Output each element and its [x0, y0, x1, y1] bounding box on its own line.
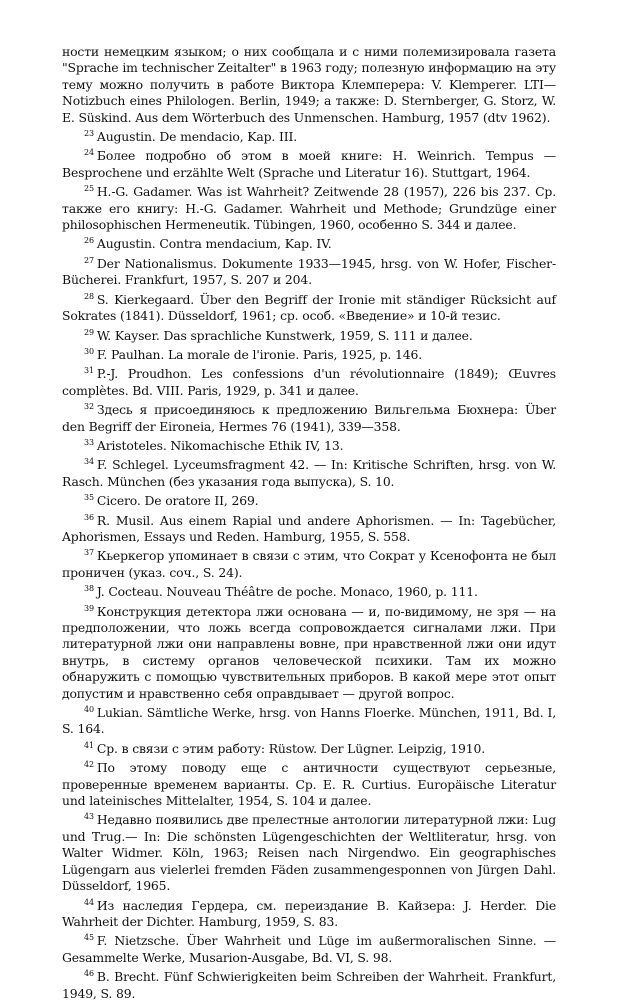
footnote-text: Конструкция детектора лжи основана — и, по-видимому, не зря — на предположении, что ложь всегда сопровождается сигналами лжи. При литературной лжи они направлены вовне, при нравственной лжи они идут внутрь, в систему органов человеческой психики. Там их можно обнаружить с помощью чувствительных приборов. В какой мере этот опыт допустим и нравственно себя оправдывает — другой вопрос. — [62, 603, 556, 701]
footnote-number: 35 — [84, 493, 94, 503]
footnote-33 — [62, 435, 556, 454]
footnote-45 — [62, 930, 556, 966]
footnote-number: 33 — [84, 437, 94, 447]
footnote-35 — [62, 490, 556, 509]
footnote-text: Aristoteles. Nikomachische Ethik IV, 13. — [96, 437, 344, 453]
footnote-number: 34 — [84, 457, 94, 467]
footnote-34 — [62, 454, 556, 490]
footnote-37 — [62, 545, 556, 581]
footnote-text: F. Paulhan. La morale de l'ironie. Paris, 1925, p. 146. — [96, 346, 422, 362]
footnote-32 — [62, 399, 556, 435]
footnote-24 — [62, 145, 556, 181]
footnote-text: W. Kayser. Das sprachliche Kunstwerk, 1959, S. 111 и далее. — [96, 327, 473, 343]
footnote-text: По этому поводу еще с античности существуют серьезные, проверенные временем варианты. Ср. E. R. Curtius. Europäische Literatur und lateinisches Mittelalter, 1954, S. 104 и далее. — [62, 760, 556, 809]
footnote-number: 24 — [84, 148, 94, 158]
footnote-number: 41 — [84, 740, 94, 750]
footnotes — [62, 44, 556, 1002]
footnote-number: 27 — [84, 255, 94, 265]
footnote-text: F. Nietzsche. Über Wahrheit und Lüge im außermoralischen Sinne. — Gesammelte Werke, Musarion-Ausgabe, Bd. VI, S. 98. — [62, 933, 556, 965]
footnote-41 — [62, 738, 556, 757]
footnote-number: 43 — [84, 812, 94, 822]
footnote-text: B. Brecht. Fünf Schwierigkeiten beim Schreiben der Wahrheit. Frankfurt, 1949, S. 89. — [62, 969, 556, 1001]
footnote-number: 44 — [84, 897, 94, 907]
footnote-number: 31 — [84, 366, 94, 376]
footnote-40 — [62, 702, 556, 738]
footnote-text: Кьеркегор упоминает в связи с этим, что Сократ у Ксенофонта не был проничен (указ. соч., S. 24). — [62, 548, 556, 580]
footnote-number: 26 — [84, 236, 94, 246]
footnote-44 — [62, 895, 556, 931]
footnote-38 — [62, 581, 556, 600]
footnote-26 — [62, 233, 556, 252]
footnote-29 — [62, 325, 556, 344]
footnote-text: Lukian. Sämtliche Werke, hrsg. von Hanns Floerke. München, 1911, Bd. I, S. 164. — [62, 705, 556, 737]
footnote-number: 32 — [84, 402, 94, 412]
footnote-text: P.-J. Proudhon. Les confessions d'un révolutionnaire (1849); Œuvres complètes. Bd. VIII. Paris, 1929, p. 341 и далее. — [62, 366, 556, 398]
footnote-36 — [62, 510, 556, 546]
footnote-42 — [62, 757, 556, 809]
footnote-continuation: ности немецким языком; о них сообщала и с ними полемизировала газета "Sprache im technischer Zeitalter" в 1963 году; полезную информацию на эту тему можно получить в работе Виктора Клемперера: V. Klemperer. LTI— Notizbuch eines Philologen. Berlin, 1949; а также: D. Sternberger, G. Storz, W. E. Süskind. Aus dem Wörterbuch des Unmenschen. Hamburg, 1957 (dtv 1962). — [62, 44, 556, 125]
footnote-text: Der Nationalismus. Dokumente 1933—1945, hrsg. von W. Hofer, Fischer-Bücherei. Frankfurt, 1957, S. 207 и 204. — [62, 255, 556, 288]
footnote-number: 40 — [84, 705, 94, 715]
footnote-text: J. Cocteau. Nouveau Théâtre de poche. Monaco, 1960, p. 111. — [96, 584, 478, 600]
footnote-number: 46 — [84, 969, 94, 979]
footnote-number: 23 — [84, 129, 94, 139]
footnote-text: Здесь я присоединяюсь к предложению Вильгельма Бюхнера: Über den Begriff der Eironeia, Hermes 76 (1941), 339—358. — [62, 402, 556, 434]
footnote-number: 38 — [84, 584, 94, 594]
footnote-number: 28 — [84, 291, 94, 301]
footnote-number: 36 — [84, 512, 94, 522]
footnote-text: Ср. в связи с этим работу: Rüstow. Der Lügner. Leipzig, 1910. — [96, 740, 486, 756]
footnote-text: R. Musil. Aus einem Rapial und andere Aphorismen. — In: Tagebücher, Aphorismen, Essays und Reden. Hamburg, 1955, S. 558. — [62, 512, 556, 544]
footnote-27 — [62, 253, 556, 289]
footnote-number: 42 — [84, 760, 94, 770]
footnote-43 — [62, 809, 556, 894]
footnote-number: 37 — [84, 548, 94, 558]
footnote-28 — [62, 289, 556, 325]
footnote-text: S. Kierkegaard. Über den Begriff der Ironie mit ständiger Rücksicht auf Sokrates (1841). Düsseldorf, 1961; ср. особ. «Введение» и 10-й тезис. — [62, 291, 556, 324]
footnote-39 — [62, 601, 556, 702]
footnote-text: Augustin. De mendacio, Kap. III. — [96, 129, 297, 145]
footnote-text: Более подробно об этом в моей книге: H. Weinrich. Tempus — Besprochene und erzählte Welt (Sprache und Literatur 16). Stuttgart, 1964. — [62, 148, 556, 180]
footnote-text: Из наследия Гердера, см. переиздание В. Кайзера: J. Herder. Die Wahrheit der Dichter. Hamburg, 1959, S. 83. — [62, 897, 556, 929]
footnote-text: Недавно появились две прелестные антологии литературной лжи: Lug und Trug.— In: Die schönsten Lügengeschichten der Weltliteratur, hrsg. von Walter Widmer. Köln, 1963; Reisen nach Nirgendwo. Ein geographisches Lügengarn aus vielerlei fremden Fäden zusammengesponnen von Jürgen Dahl. Düsseldorf, 1965. — [62, 812, 556, 894]
footnote-number: 29 — [84, 327, 94, 337]
footnote-number: 45 — [84, 933, 94, 943]
footnote-text: F. Schlegel. Lyceumsfragment 42. — In: Kritische Schriften, hrsg. von W. Rasch. München (без указания года выпуска), S. 10. — [62, 457, 556, 489]
footnote-number: 30 — [84, 346, 94, 356]
footnote-text: Cicero. De oratore II, 269. — [96, 493, 259, 509]
footnote-number: 39 — [84, 603, 94, 613]
footnote-31 — [62, 363, 556, 399]
footnote-list — [62, 126, 556, 1002]
footnote-text: Augustin. Contra mendacium, Kap. IV. — [96, 236, 332, 252]
footnote-25 — [62, 181, 556, 233]
footnote-23 — [62, 126, 556, 145]
footnote-text: H.-G. Gadamer. Was ist Wahrheit? Zeitwende 28 (1957), 226 bis 237. Ср. также его книгу: H.-G. Gadamer. Wahrheit und Methode; Grundzüge einer philosophischen Hermeneutik. Tübingen, 1960, особенно S. 344 и далее. — [62, 184, 556, 233]
footnote-30 — [62, 344, 556, 363]
footnote-number: 25 — [84, 184, 94, 194]
footnote-46 — [62, 966, 556, 1002]
